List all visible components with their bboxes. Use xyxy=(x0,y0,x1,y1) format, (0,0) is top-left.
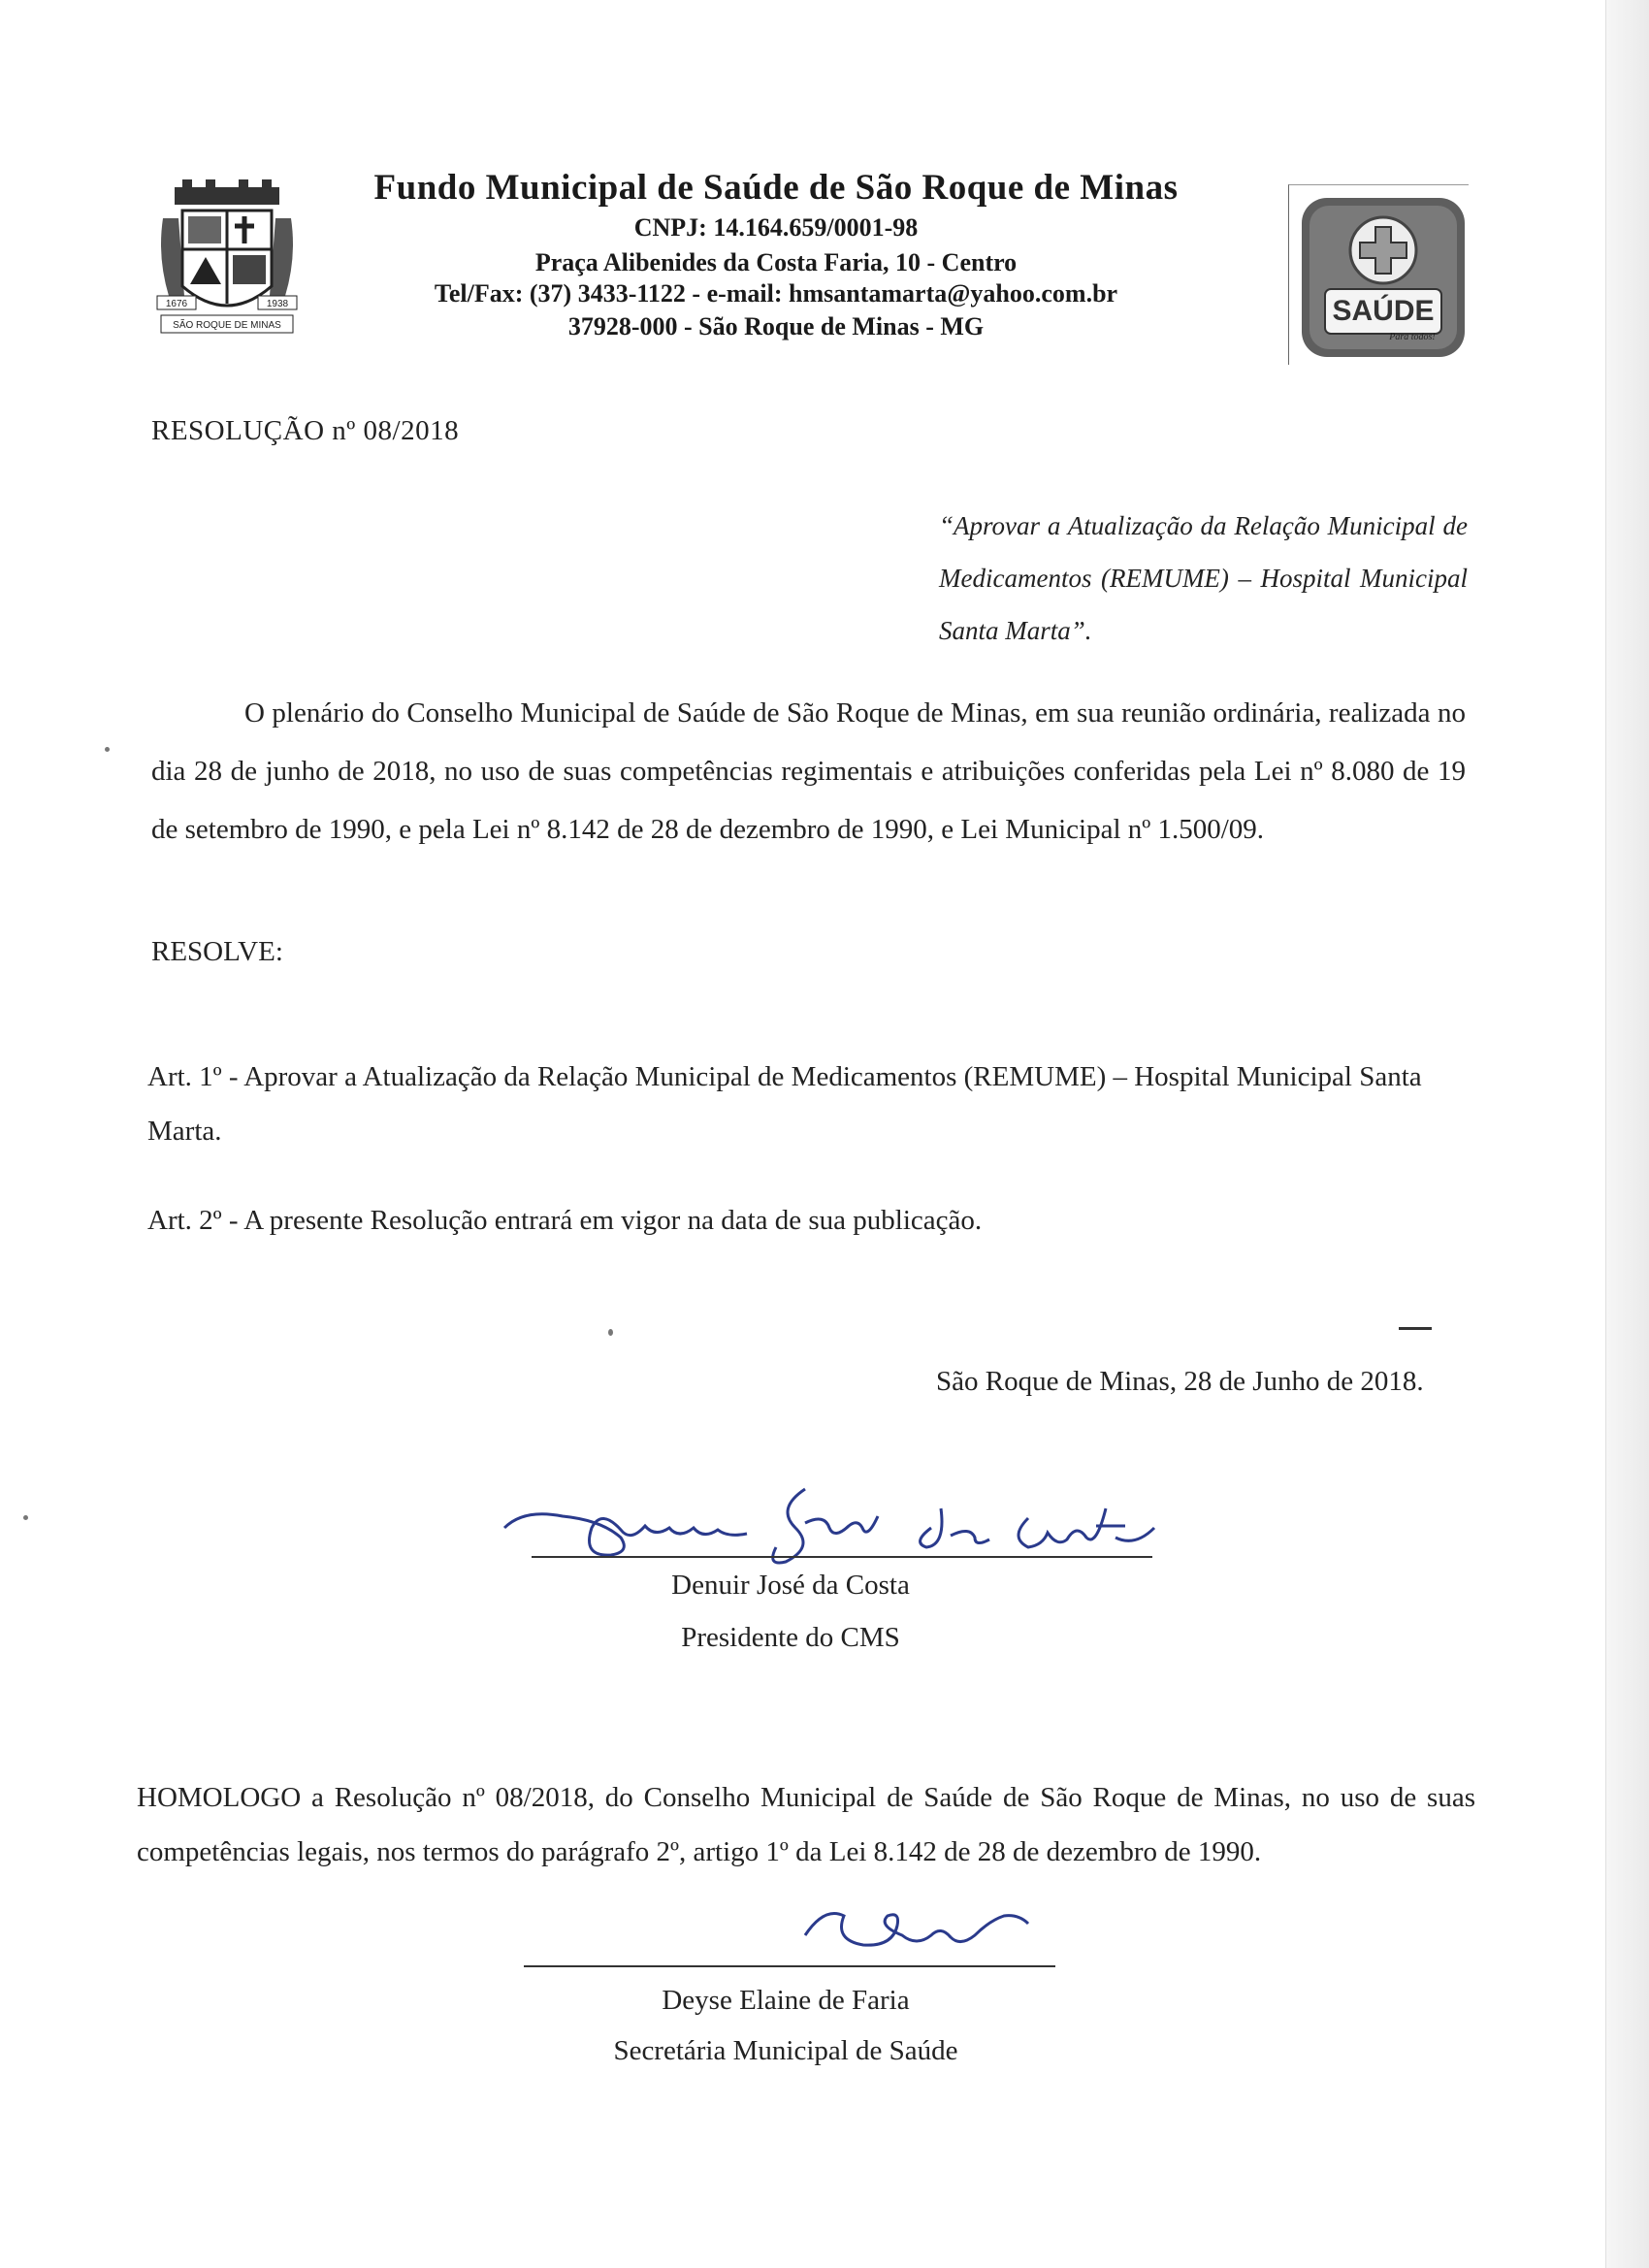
signatory-1-role: Presidente do CMS xyxy=(681,1622,900,1653)
article-2: Art. 2º - A presente Resolução entrará em vigor na data de sua publicação. xyxy=(147,1205,983,1236)
resolution-preamble: O plenário do Conselho Municipal de Saúde de São Roque de Minas, em sua reunião ordinária, realizada no dia 28 de junho de 2018, no uso de suas competências regimentais e atribuições conferidas pela Lei nº 8.080 de 19 de setembro de 1990, e pela Lei nº 8.142 de 28 de dezembro de 1990, e Lei Municipal nº 1.500/09. xyxy=(151,697,1466,845)
resolution-ementa: “Aprovar a Atualização da Relação Municipal de Medicamentos (REMUME) – Hospital Municipal Santa Marta”. xyxy=(939,511,1468,645)
header-address: Praça Alibenides da Costa Faria, 10 - Centro xyxy=(534,248,1018,276)
resolution-date: São Roque de Minas, 28 de Junho de 2018. xyxy=(936,1366,1424,1397)
svg-text:SÃO ROQUE DE MINAS: SÃO ROQUE DE MINAS xyxy=(173,320,281,331)
signature-denuir xyxy=(485,1470,1164,1576)
header-contact: Tel/Fax: (37) 3433-1122 - e-mail: hmsantamarta@yahoo.com.br xyxy=(434,279,1118,308)
scan-speck xyxy=(23,1515,28,1520)
svg-text:SAÚDE: SAÚDE xyxy=(1332,295,1435,327)
signatory-2-role: Secretária Municipal de Saúde xyxy=(613,2035,958,2066)
article-1: Art. 1º - Aprovar a Atualização da Relação Municipal de Medicamentos (REMUME) – Hospital Municipal Santa Marta. xyxy=(147,1061,1422,1147)
signatory-1-name: Denuir José da Costa xyxy=(671,1570,910,1601)
signatory-2-name: Deyse Elaine de Faria xyxy=(662,1985,910,2016)
signature-line-2 xyxy=(524,1965,1055,1967)
header-title: Fundo Municipal de Saúde de São Roque de Minas xyxy=(373,168,1179,208)
svg-text:1676: 1676 xyxy=(165,299,188,309)
signature-deyse xyxy=(795,1887,1048,1964)
header-cep: 37928-000 - São Roque de Minas - MG xyxy=(567,312,985,340)
resolution-number: RESOLUÇÃO nº 08/2018 xyxy=(151,415,460,446)
svg-text:1938: 1938 xyxy=(266,299,289,309)
signature-line-1 xyxy=(532,1556,1152,1558)
resolve-heading: RESOLVE: xyxy=(151,936,283,967)
municipal-crest-logo xyxy=(155,179,299,340)
page-edge xyxy=(1605,0,1649,2268)
homologation-text: HOMOLOGO a Resolução nº 08/2018, do Conselho Municipal de Saúde de São Roque de Minas, no uso de suas competências legais, nos termos do parágrafo 2º, artigo 1º da Lei 8.142 de 28 de dezembro de 1990. xyxy=(137,1782,1475,1867)
scan-speck xyxy=(608,1329,613,1336)
saude-logo xyxy=(1298,194,1469,361)
header-cnpj: CNPJ: 14.164.659/0001-98 xyxy=(633,213,919,242)
svg-text:Para todos!: Para todos! xyxy=(1389,332,1436,342)
scan-speck xyxy=(105,747,110,752)
scan-mark xyxy=(1399,1327,1432,1330)
